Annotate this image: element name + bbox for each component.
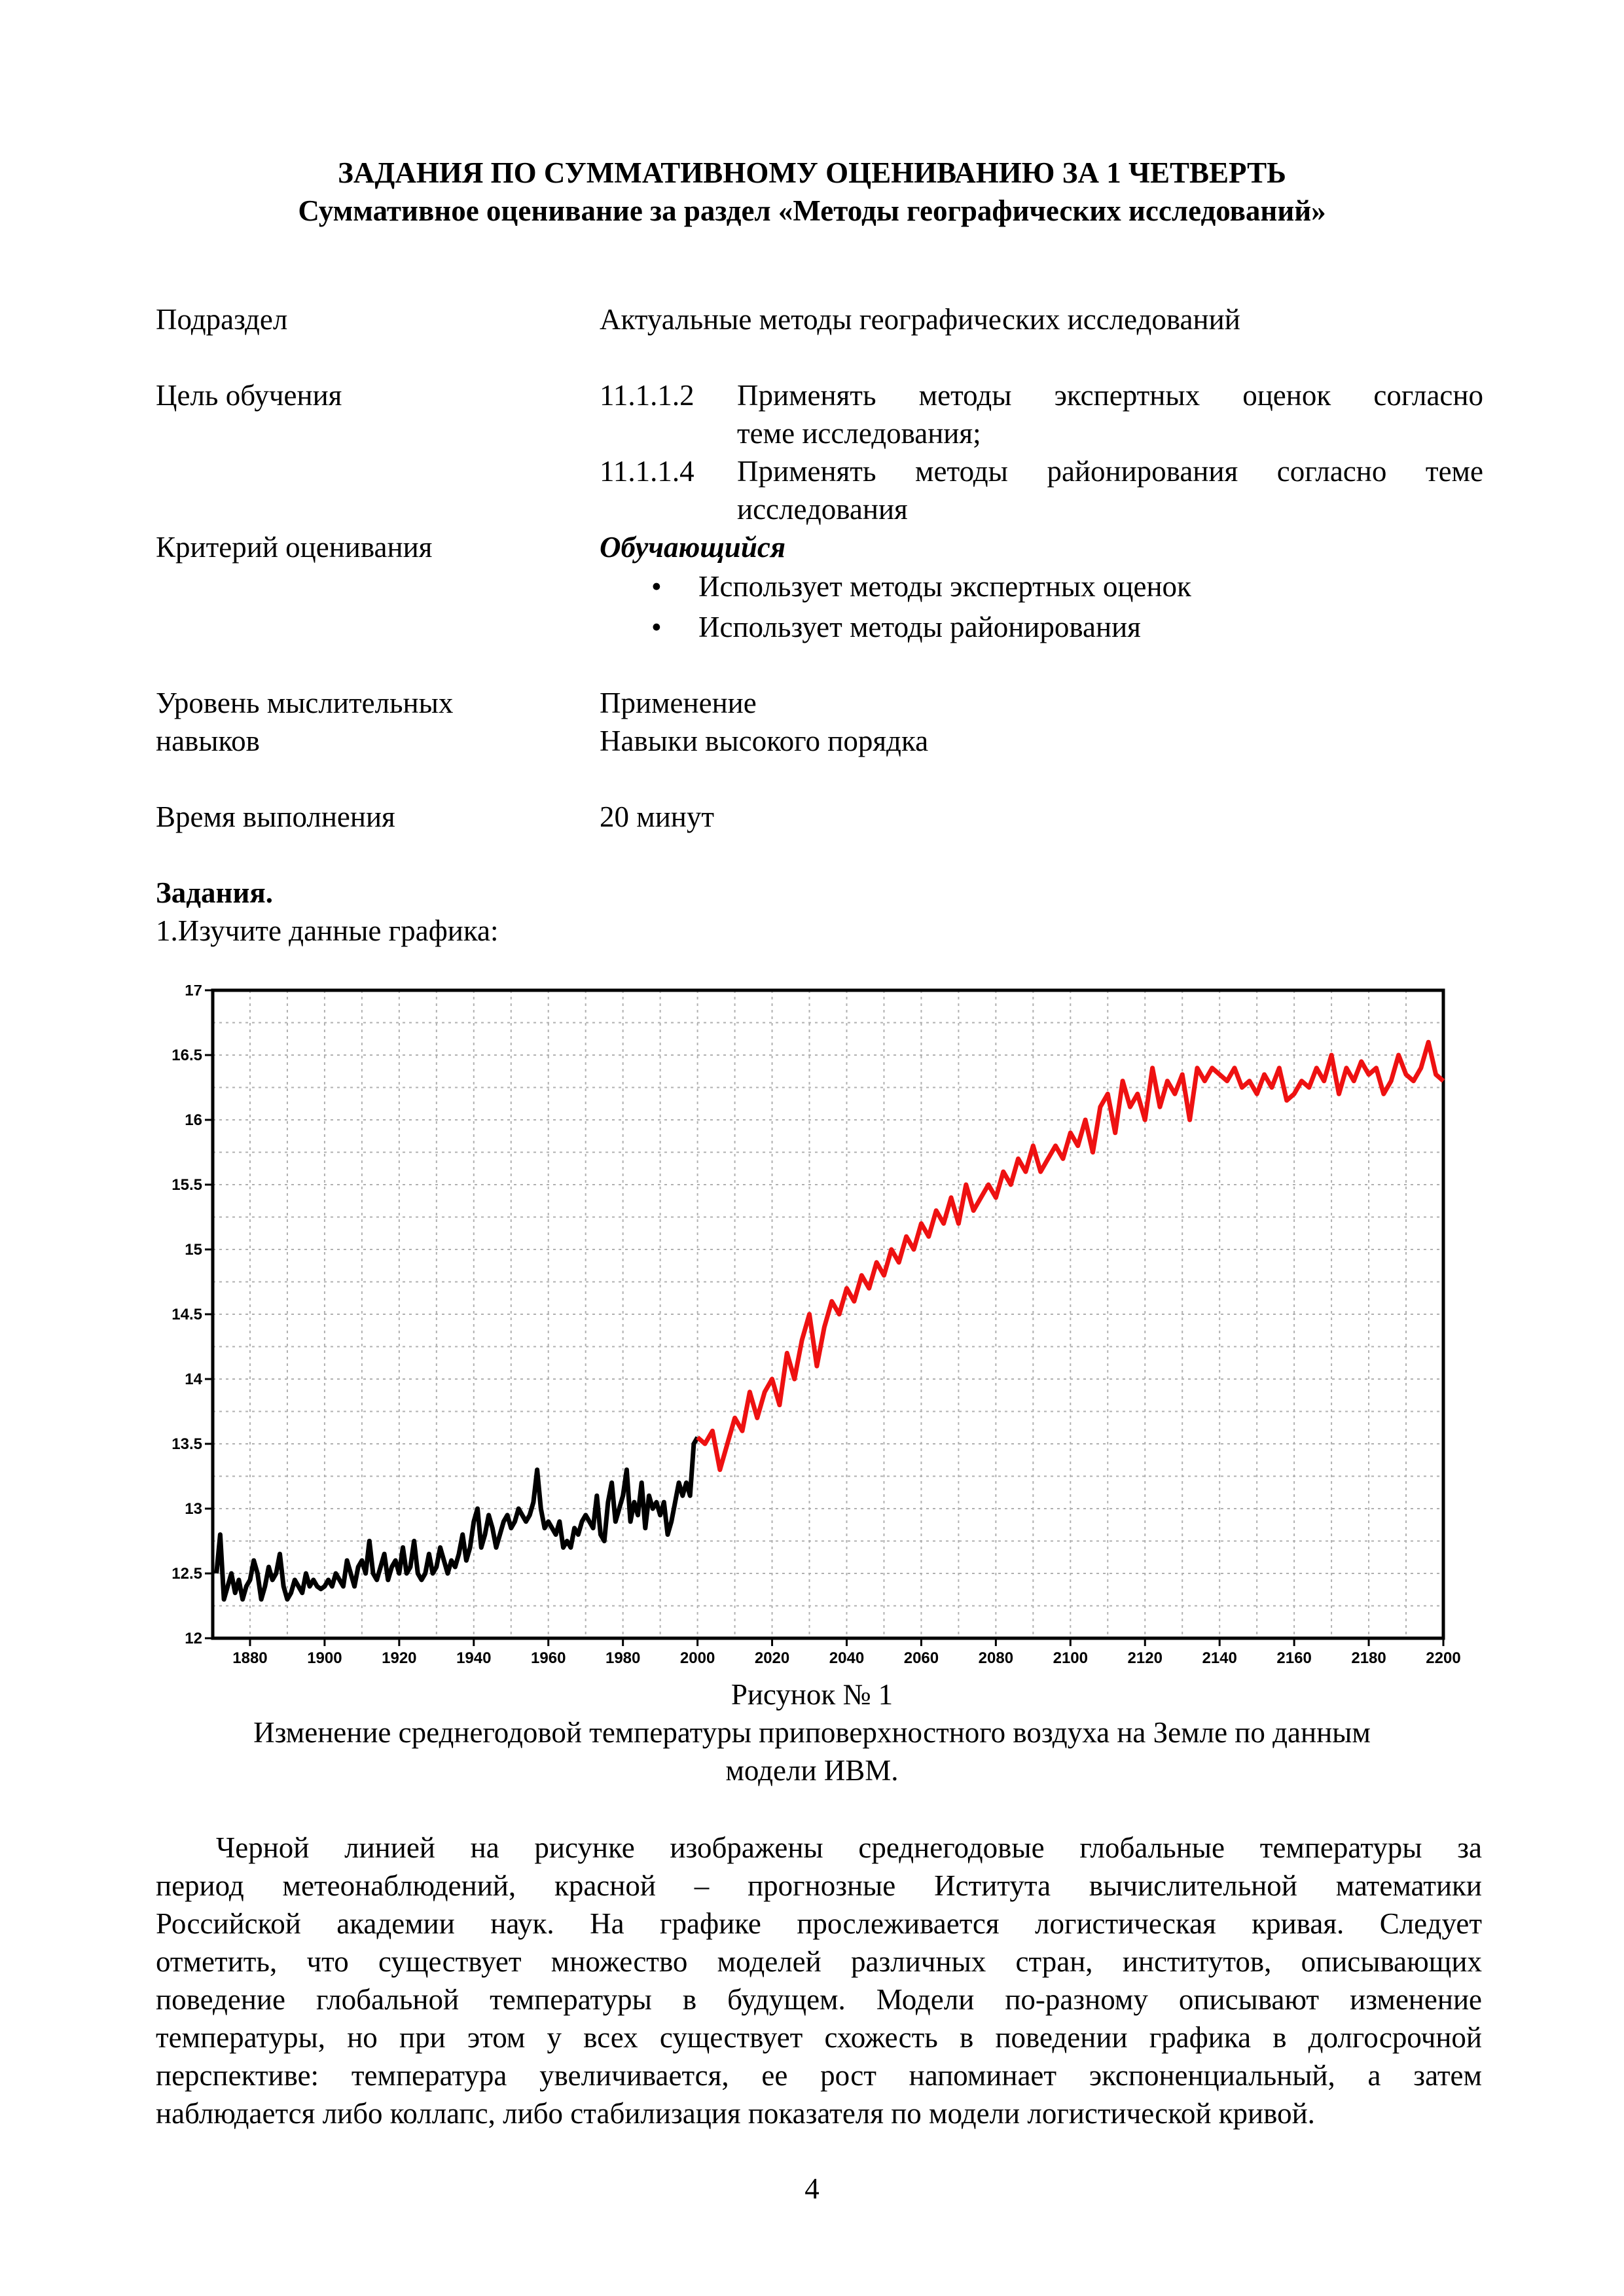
tasks-heading: Задания.	[156, 876, 273, 909]
goal2-line2: исследования	[737, 493, 908, 526]
x-tick-label: 2160	[1276, 1649, 1312, 1667]
goal1-code: 11.1.1.2	[600, 379, 695, 412]
y-tick-label: 15.5	[171, 1176, 202, 1194]
x-tick-label: 2120	[1127, 1649, 1163, 1667]
level-value-1: Применение	[600, 687, 757, 719]
x-tick-label: 2200	[1426, 1649, 1461, 1667]
x-tick-label: 1900	[307, 1649, 342, 1667]
paragraph-line-4: отметить, что существует множество моделей различных стран, институтов, описывающих	[156, 1945, 1482, 1978]
level-value-2: Навыки высокого порядка	[600, 725, 929, 757]
y-tick-label: 12	[185, 1630, 202, 1647]
paragraph-line-1: Черной линией на рисунке изображены среднегодовые глобальные температуры за	[216, 1831, 1482, 1864]
x-tick-label: 2020	[754, 1649, 790, 1667]
y-tick-label: 14	[185, 1371, 202, 1388]
x-tick-label: 2180	[1351, 1649, 1386, 1667]
x-tick-label: 2040	[829, 1649, 865, 1667]
paragraph-line-5: поведение глобальной температуры в будущем. Модели по-разному описывают изменение	[156, 1983, 1482, 2016]
page-title: ЗАДАНИЯ ПО СУММАТИВНОМУ ОЦЕНИВАНИЮ ЗА 1 ЧЕТВЕРТЬ	[338, 156, 1286, 189]
bullet-icon: •	[651, 611, 662, 643]
goal1-line1: Применять методы экспертных оценок согласно	[737, 379, 1483, 412]
time-value: 20 минут	[600, 800, 715, 833]
y-tick-label: 13	[185, 1500, 202, 1518]
x-tick-label: 1940	[456, 1649, 492, 1667]
y-tick-label: 13.5	[171, 1435, 202, 1453]
paragraph-line-7: перспективе: температура увеличивается, ее рост напоминает экспоненциальный, а затем	[156, 2059, 1482, 2092]
observed-series-line	[217, 1437, 698, 1600]
goal2-code: 11.1.1.4	[600, 455, 695, 488]
time-label: Время выполнения	[156, 800, 395, 833]
x-tick-label: 1920	[382, 1649, 417, 1667]
criterion-item-1: Использует методы экспертных оценок	[698, 570, 1191, 603]
x-tick-label: 2000	[679, 1649, 715, 1667]
task-1: 1.Изучите данные графика:	[156, 914, 499, 947]
paragraph-line-8: наблюдается либо коллапс, либо стабилизация показателя по модели логистической кривой.	[156, 2097, 1315, 2130]
y-tick-label: 12.5	[171, 1565, 202, 1583]
paragraph-line-3: Российской академии наук. На графике прослеживается логистическая кривая. Следует	[156, 1907, 1482, 1940]
paragraph-line-2: период метеонаблюдений, красной – прогнозные Иститута вычислительной математики	[156, 1869, 1482, 1902]
forecast-series-line	[698, 1042, 1443, 1469]
y-tick-label: 15	[185, 1241, 202, 1259]
subsection-value: Актуальные методы географических исследований	[600, 303, 1240, 336]
level-label-line2: навыков	[156, 725, 260, 757]
bullet-icon: •	[651, 570, 662, 603]
y-tick-label: 14.5	[171, 1306, 202, 1323]
goal-label: Цель обучения	[156, 379, 342, 412]
y-tick-label: 17	[185, 985, 202, 999]
figure-caption-line1: Изменение среднегодовой температуры приповерхностного воздуха на Земле по данным	[253, 1716, 1371, 1749]
figure-number: Рисунок № 1	[731, 1678, 893, 1711]
subsection-label: Подраздел	[156, 303, 288, 336]
level-label-line1: Уровень мыслительных	[156, 687, 454, 719]
goal2-line1: Применять методы районирования согласно теме	[737, 455, 1483, 488]
criterion-item-2: Использует методы районирования	[698, 611, 1141, 643]
x-tick-label: 2080	[978, 1649, 1014, 1667]
temperature-chart	[151, 985, 1466, 1672]
x-tick-label: 2140	[1202, 1649, 1237, 1667]
figure-caption-line2: модели ИВМ.	[725, 1754, 899, 1787]
criterion-heading: Обучающийся	[600, 531, 785, 564]
y-tick-label: 16.5	[171, 1047, 202, 1064]
x-tick-label: 1960	[531, 1649, 566, 1667]
x-tick-label: 2060	[903, 1649, 939, 1667]
page-number: 4	[804, 2172, 820, 2205]
goal1-line2: теме исследования;	[737, 417, 981, 450]
x-tick-label: 1880	[232, 1649, 268, 1667]
x-tick-label: 2100	[1053, 1649, 1088, 1667]
x-tick-label: 1980	[605, 1649, 641, 1667]
criterion-label: Критерий оценивания	[156, 531, 433, 564]
y-tick-label: 16	[185, 1111, 202, 1129]
page-subtitle: Суммативное оценивание за раздел «Методы географических исследований»	[298, 194, 1326, 227]
paragraph-line-6: температуры, но при этом у всех существует схожесть в поведении графика в долгосрочной	[156, 2021, 1482, 2054]
